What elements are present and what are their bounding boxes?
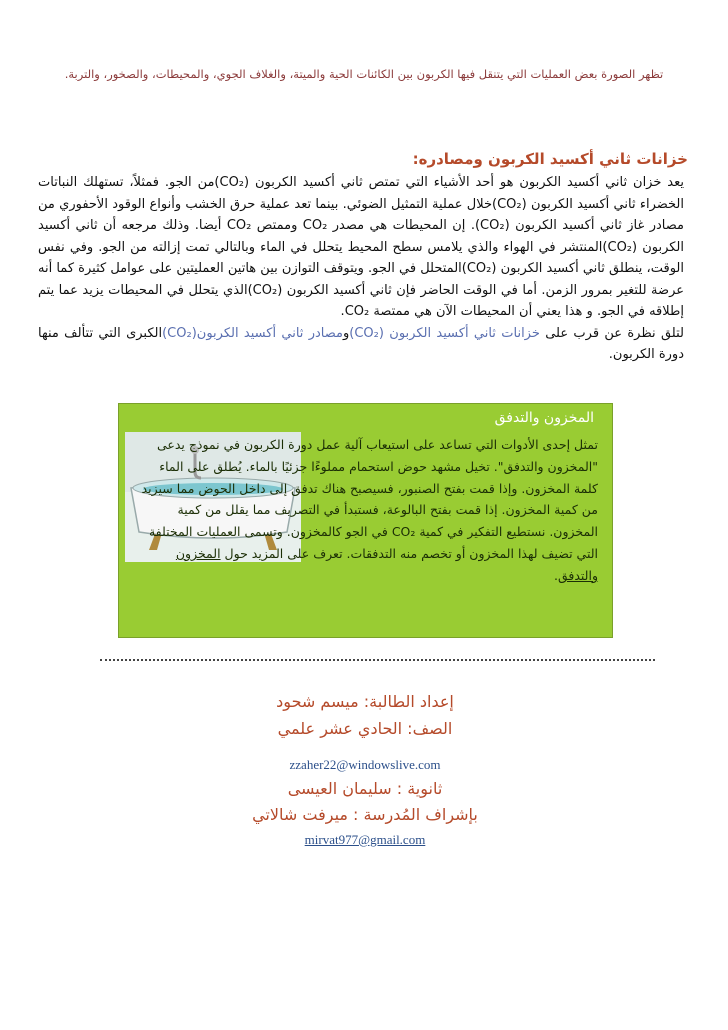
dotted-divider — [100, 659, 655, 661]
closer-look-prefix: لتلق نظرة عن قرب على — [539, 325, 684, 341]
box-body: تمثل إحدى الأدوات التي تساعد على استيعاب آلية عمل دورة الكربون في نموذج يدعى "المخزون والتدفق". تخيل مشهد حوض استحمام مملوءًا جزئيًا بالماء. يُطلق على الماء كلمة المخزون. وإذا قمت بفتح الصنبور، فسيصبح هناك تدفق إلى داخل الحوض مما سيزيد من كمية المخزون. إذا قمت بفتح البالوعة، فستبدأ في التصريف مما يقلل من كمية المخزون. نستطيع التفكير في كمية CO₂ في الجو كالمخزون. وتسمى العمليات المختلفة التي تضيف لهذا المخزون أو تخصم منه التدفقات. تعرف على المزيد حول — [141, 437, 598, 561]
credit-student: إعداد الطالبة: ميسم شحود — [276, 692, 454, 711]
box-end: . — [553, 567, 558, 583]
credit-school: ثانوية : سليمان العيسى — [287, 779, 443, 798]
paragraph-reservoirs: يعد خزان ثاني أكسيد الكربون هو أحد الأشياء التي تمتص ثاني أكسيد الكربون (CO₂)من الجو. فمثلاً، تستهلك النباتات الخضراء ثاني أكسيد الكربون (CO₂)خلال عملية التمثيل الضوئي. بينما تعد عملية حرق الخشب وأنواع الوقود الأحفوري من مصادر غاز ثاني أكسيد الكربون (CO₂). إن المحيطات هي مصدر CO₂ وممتص CO₂ أيضا. وذلك مرجعه أن ثاني أكسيد الكربون (CO₂)المنتشر في الهواء والذي يلامس سطح المحيط يتحلل في الماء وبالتالي تمت إزالته من الجو. وفي نفس الوقت، ينطلق ثاني أكسيد الكربون (CO₂)المتحلل في الجو. ويتوقف التوازن بين هاتين العمليتين على عوامل كثيرة كما أنه عرضة للتغير بمرور الزمن. أما في الوقت الحاضر فإن ثاني أكسيد الكربون (CO₂)الذي يتحلل في المحيطات يزيد عما يتم إطلاقه في الجو. و هذا يعني أن المحيطات الآن هي ممتصة CO₂. — [38, 175, 684, 319]
stock-flow-box — [118, 403, 613, 638]
credit-grade: الصف: الحادي عشر علمي — [277, 719, 453, 738]
email-student[interactable]: zzaher22@windowslive.com — [289, 757, 441, 772]
section-body — [38, 172, 684, 366]
box-title: المخزون والتدفق — [494, 410, 594, 426]
link-stock-flow[interactable]: المخزون والتدفق — [175, 545, 598, 583]
email-teacher[interactable]: mirvat977@gmail.com — [304, 832, 426, 847]
link-co2-reservoirs[interactable]: خزانات ثاني أكسيد الكربون (CO₂) — [349, 325, 540, 341]
conjunction: و — [343, 325, 350, 341]
link-co2-sources[interactable]: مصادر ثاني أكسيد الكربون(CO₂) — [162, 325, 343, 341]
credit-teacher: بإشراف المُدرسة : ميرفت شالاتي — [252, 805, 478, 824]
section-heading: خزانات ثاني أكسيد الكربون ومصادره: — [412, 150, 688, 168]
paragraph-closer-look — [38, 323, 684, 366]
image-caption: تظهر الصورة بعض العمليات التي يتنقل فيها الكربون بين الكائنات الحية والميتة، والغلاف الجوي، والمحيطات، والصخور، والتربة. — [64, 67, 664, 81]
box-text — [133, 434, 598, 587]
closer-look-suffix: الكبرى التي تتألف منها دورة الكربون. — [38, 325, 684, 362]
